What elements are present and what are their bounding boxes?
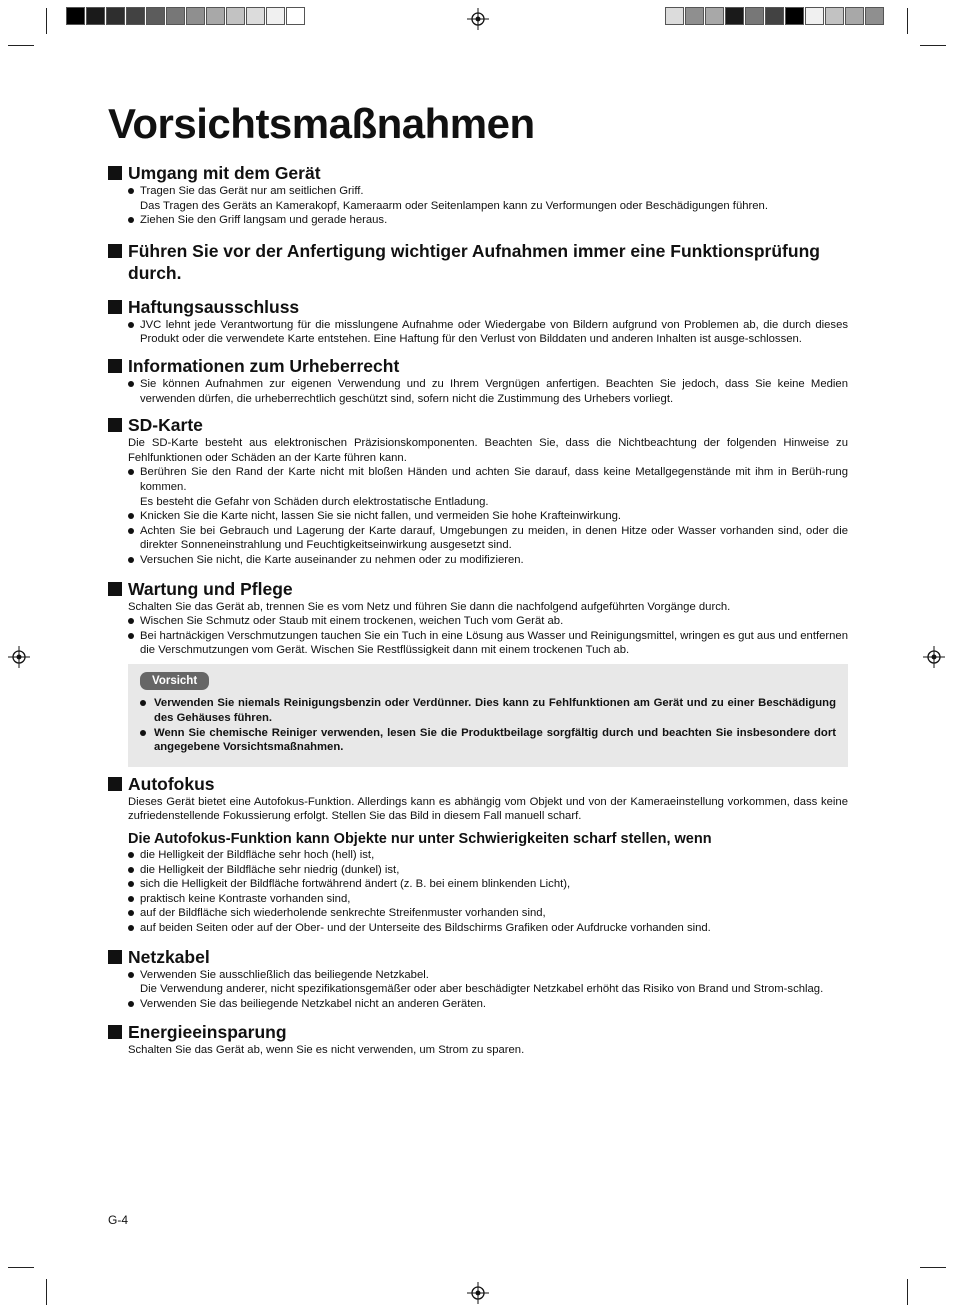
bullet-icon xyxy=(140,700,146,706)
bullet-icon xyxy=(140,730,146,736)
section-heading: Informationen zum Urheberrecht xyxy=(108,355,848,377)
bullet-icon xyxy=(128,557,134,563)
list-item: auf beiden Seiten oder auf der Ober- und der Unterseite des Bildschirms Grafiken oder Aufdrucke vorhanden sind. xyxy=(128,921,848,936)
registration-mark-icon xyxy=(923,646,945,668)
section-heading: Haftungsausschluss xyxy=(108,296,848,318)
bullet-icon xyxy=(128,217,134,223)
color-swatch xyxy=(765,7,784,25)
color-swatch xyxy=(785,7,804,25)
section-heading: Netzkabel xyxy=(108,946,848,968)
color-swatch xyxy=(705,7,724,25)
list-item: Verwenden Sie niemals Reinigungsbenzin oder Verdünner. Dies kann zu Fehlfunktionen am Gerät und zu einer Beschädigung des Gehäuses führen. xyxy=(140,696,836,725)
square-bullet-icon xyxy=(108,166,122,180)
color-swatch xyxy=(685,7,704,25)
list-item: Wenn Sie chemische Reiniger verwenden, lesen Sie die Produktbeilage sorgfältig durch und beachten Sie insbesondere dort angegebene Vorsichtsmaßnahmen. xyxy=(140,726,836,755)
color-swatch xyxy=(166,7,185,25)
section-heading: SD-Karte xyxy=(108,414,848,436)
crop-mark xyxy=(907,1279,908,1305)
list-item: die Helligkeit der Bildfläche sehr hoch (hell) ist, xyxy=(128,848,848,863)
color-swatch xyxy=(865,7,884,25)
section-intro: Die SD-Karte besteht aus elektronischen Präzisionskomponenten. Beachten Sie, dass die Nichtbeachtung der folgenden Hinweise zu Fehlfunktionen oder Schäden an der Karte führen kann. xyxy=(128,437,848,464)
list-item: auf der Bildfläche sich wiederholende senkrechte Streifenmuster vorhanden sind, xyxy=(128,906,848,921)
color-swatch xyxy=(226,7,245,25)
crop-mark xyxy=(907,8,908,34)
section-intro: Schalten Sie das Gerät ab, wenn Sie es nicht verwenden, um Strom zu sparen. xyxy=(128,1044,525,1057)
section-heading: Autofokus xyxy=(108,773,848,795)
square-bullet-icon xyxy=(108,244,122,258)
section-heading: Umgang mit dem Gerät xyxy=(108,162,848,184)
color-swatch xyxy=(186,7,205,25)
square-bullet-icon xyxy=(108,582,122,596)
registration-mark-icon xyxy=(8,646,30,668)
bullet-icon xyxy=(128,381,134,387)
caution-box xyxy=(128,664,848,767)
color-swatch xyxy=(206,7,225,25)
color-swatch xyxy=(665,7,684,25)
crop-mark xyxy=(46,1279,47,1305)
sub-heading: Die Autofokus-Funktion kann Objekte nur unter Schwierigkeiten scharf stellen, wenn xyxy=(128,831,712,848)
square-bullet-icon xyxy=(108,300,122,314)
list-item: Sie können Aufnahmen zur eigenen Verwendung und zu Ihrem Vergnügen anfertigen. Beachten Sie jedoch, dass Sie keine Medien verwenden dürfen, die urheberrechtlich geschützt sind, sofern nicht die Zustimmung des Urhebers vorliegt. xyxy=(128,377,848,406)
bullet-icon xyxy=(128,188,134,194)
color-bar-left xyxy=(66,7,306,25)
list-item: Knicken Sie die Karte nicht, lassen Sie sie nicht fallen, und vermeiden Sie hohe Krafteinwirkung. xyxy=(128,509,848,524)
list-item: Wischen Sie Schmutz oder Staub mit einem trockenen, weichen Tuch vom Gerät ab. xyxy=(128,614,848,629)
color-swatch xyxy=(146,7,165,25)
list-item: sich die Helligkeit der Bildfläche fortwährend ändert (z. B. bei einem blinkenden Licht), xyxy=(128,877,848,892)
color-swatch xyxy=(286,7,305,25)
bullet-icon xyxy=(128,322,134,328)
bullet-icon xyxy=(128,528,134,534)
bullet-icon xyxy=(128,896,134,902)
section-funktionspruefung xyxy=(108,240,848,284)
crop-mark xyxy=(8,45,34,46)
bullet-icon xyxy=(128,852,134,858)
color-swatch xyxy=(805,7,824,25)
page-title: Vorsichtsmaßnahmen xyxy=(108,100,535,147)
page-content xyxy=(108,100,848,1058)
bullet-icon xyxy=(128,972,134,978)
color-swatch xyxy=(745,7,764,25)
square-bullet-icon xyxy=(108,950,122,964)
bullet-icon xyxy=(128,513,134,519)
bullet-icon xyxy=(128,881,134,887)
crop-mark xyxy=(8,1267,34,1268)
caution-badge: Vorsicht xyxy=(140,672,209,691)
color-swatch xyxy=(266,7,285,25)
bullet-icon xyxy=(128,925,134,931)
list-item: JVC lehnt jede Verantwortung für die misslungene Aufnahme oder Wiedergabe von Bildern aufgrund von Problemen ab, die durch dieses Produkt oder die verwendete Karte entstehen. Eine Haftung für den Verlust von Bilddaten und anderen Inhalten ist ausge-schlossen. xyxy=(128,318,848,347)
list-item: praktisch keine Kontraste vorhanden sind, xyxy=(128,892,848,907)
list-item: die Helligkeit der Bildfläche sehr niedrig (dunkel) ist, xyxy=(128,863,848,878)
list-item: Bei hartnäckigen Verschmutzungen tauchen Sie ein Tuch in eine Lösung aus Wasser und Reinigungsmittel, wringen es gut aus und entfernen die Verschmutzungen vom Gerät. Wischen Sie Restflüssigkeit dann mit einem trockenen Tuch ab. xyxy=(128,629,848,658)
section-haftung xyxy=(108,296,848,347)
list-item: Verwenden Sie ausschließlich das beiliegende Netzkabel. Die Verwendung anderer, nicht spezifikationsgemäßer oder aber beschädigter Netzkabel erhöht das Risiko von Brand und Strom-schlag. xyxy=(128,968,848,997)
bullet-icon xyxy=(128,910,134,916)
square-bullet-icon xyxy=(108,418,122,432)
list-item: Verwenden Sie das beiliegende Netzkabel nicht an anderen Geräten. xyxy=(128,997,848,1012)
section-umgang xyxy=(108,162,848,228)
crop-mark xyxy=(920,45,946,46)
bullet-icon xyxy=(128,633,134,639)
list-item: Tragen Sie das Gerät nur am seitlichen Griff. Das Tragen des Geräts an Kamerakopf, Kameraarm oder Seitenlampen kann zu Verformungen oder Beschädigungen führen. xyxy=(128,184,848,213)
bullet-icon xyxy=(128,1001,134,1007)
color-swatch xyxy=(725,7,744,25)
section-autofokus xyxy=(108,773,848,936)
section-heading: Wartung und Pflege xyxy=(108,578,848,600)
section-intro: Dieses Gerät bietet eine Autofokus-Funktion. Allerdings kann es abhängig vom Objekt und von der Kameraeinstellung vorkommen, dass keine zufriedenstellende Fokussierung erfolgt. Stellen Sie das Bild in diesem Fall manuell scharf. xyxy=(128,795,848,823)
color-swatch xyxy=(246,7,265,25)
section-sd-karte xyxy=(108,414,848,567)
crop-mark xyxy=(46,8,47,34)
list-item: Versuchen Sie nicht, die Karte auseinander zu nehmen oder zu modifizieren. xyxy=(128,553,848,568)
color-bar-right xyxy=(665,7,885,25)
crop-mark xyxy=(920,1267,946,1268)
registration-mark-icon xyxy=(467,8,489,30)
list-item: Berühren Sie den Rand der Karte nicht mit bloßen Händen und achten Sie darauf, dass keine Metallgegenstände mit ihm in Berüh-rung kommen. Es besteht die Gefahr von Schäden durch elektrostatische Entladung. xyxy=(128,465,848,509)
square-bullet-icon xyxy=(108,359,122,373)
square-bullet-icon xyxy=(108,1025,122,1039)
registration-mark-icon xyxy=(467,1282,489,1304)
section-energieeinsparung xyxy=(108,1021,848,1058)
color-swatch xyxy=(126,7,145,25)
color-swatch xyxy=(845,7,864,25)
section-intro: Schalten Sie das Gerät ab, trennen Sie es vom Netz und führen Sie dann die nachfolgend aufgeführten Vorgänge durch. xyxy=(128,600,731,613)
bullet-icon xyxy=(128,469,134,475)
section-heading: Energieeinsparung xyxy=(108,1021,848,1043)
color-swatch xyxy=(106,7,125,25)
page-number: G-4 xyxy=(108,1213,129,1227)
section-urheberrecht xyxy=(108,355,848,406)
color-swatch xyxy=(86,7,105,25)
bullet-icon xyxy=(128,867,134,873)
bullet-icon xyxy=(128,618,134,624)
section-netzkabel xyxy=(108,946,848,1012)
color-swatch xyxy=(66,7,85,25)
list-item: Ziehen Sie den Griff langsam und gerade heraus. xyxy=(128,213,848,228)
color-swatch xyxy=(825,7,844,25)
section-wartung xyxy=(108,578,848,767)
square-bullet-icon xyxy=(108,777,122,791)
list-item: Achten Sie bei Gebrauch und Lagerung der Karte darauf, Umgebungen zu meiden, in denen Hitze oder Wasser vorhanden sind, oder die direkter Sonneneinstrahlung und Feuchtigkeitseinwirkung ausgesetzt sind. xyxy=(128,524,848,553)
section-heading: Führen Sie vor der Anfertigung wichtiger Aufnahmen immer eine Funktionsprüfung durch. xyxy=(108,240,848,284)
